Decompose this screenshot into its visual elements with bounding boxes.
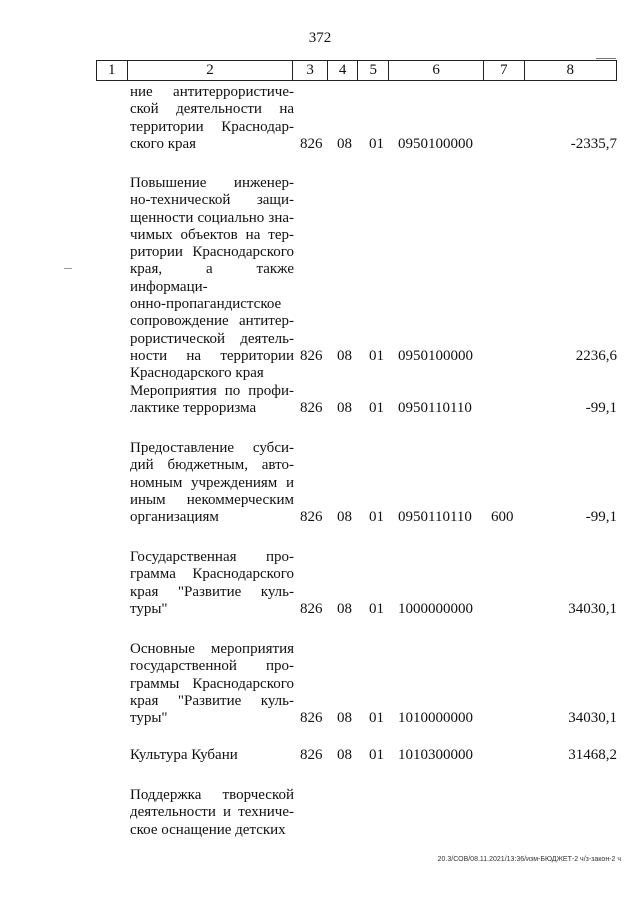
column-header-8: 8	[524, 61, 616, 81]
description-line: номным учреждениям и	[130, 474, 294, 491]
cell-c8: -99,1	[585, 400, 617, 417]
description-line: грамма Краснодарского	[130, 566, 294, 583]
row-description	[130, 549, 294, 618]
cell-c3: 826	[300, 509, 323, 526]
cell-c8: -99,1	[585, 509, 617, 526]
cell-c5: 01	[369, 509, 384, 526]
description-line: края "Развитие куль-	[130, 692, 294, 709]
cell-c6: 0950100000	[398, 348, 473, 364]
footer-stamp: 20.3/СОВ/08.11.2021/13:36/изм-БЮДЖЕТ-2 ч/з-закон-2 ч	[437, 856, 621, 863]
description-line: Повышение инженер-	[130, 175, 294, 191]
description-line: иным некоммерческим	[130, 491, 294, 508]
cell-c8: -2335,7	[570, 135, 617, 152]
column-header-row	[96, 60, 617, 81]
description-line: туры"	[130, 710, 168, 727]
description-line: Предоставление субси-	[130, 440, 294, 456]
description-line: Государственная про-	[130, 549, 294, 565]
cell-c6: 0950110110	[398, 509, 472, 526]
row-description	[130, 440, 294, 526]
description-line: граммы Краснодарского	[130, 675, 294, 692]
cell-c6: 0950110110	[398, 400, 472, 417]
description-line: туры"	[130, 600, 168, 617]
description-line: деятельности и техниче-	[130, 804, 294, 821]
row-description	[130, 641, 294, 727]
description-line: рористической деятель-	[130, 330, 294, 347]
cell-c4: 08	[337, 747, 352, 763]
description-line: ние антитеррористиче-	[130, 84, 294, 100]
row-description	[130, 747, 294, 764]
cell-c3: 826	[300, 400, 323, 417]
description-line: Мероприятия по профи-	[130, 383, 294, 399]
page-number: 372	[308, 30, 332, 46]
cell-c6: 1010000000	[398, 710, 473, 727]
description-line: чимых объектов на тер-	[130, 226, 294, 243]
description-line: Основные мероприятия	[130, 641, 294, 657]
cell-c5: 01	[369, 135, 384, 152]
cell-c4: 08	[337, 600, 352, 617]
description-line: ского края	[130, 135, 197, 152]
description-line: организациям	[130, 509, 219, 526]
cell-c6: 1000000000	[398, 600, 473, 617]
cell-c3: 826	[300, 600, 323, 617]
description-line: ское оснащение детских	[130, 821, 286, 838]
column-header-4: 4	[327, 61, 358, 81]
column-header-6: 6	[388, 61, 483, 81]
column-header-5: 5	[358, 61, 389, 81]
description-line: лактике терроризма	[130, 400, 257, 417]
cell-c4: 08	[337, 400, 352, 417]
description-line: онно-пропагандистское	[130, 296, 282, 313]
cell-c8: 2236,6	[575, 348, 617, 364]
cell-c5: 01	[369, 747, 384, 763]
cell-c4: 08	[337, 509, 352, 526]
description-line: дий бюджетным, авто-	[130, 457, 294, 474]
row-description	[130, 175, 294, 383]
description-line: края, а также информаци-	[130, 261, 294, 295]
column-header-1: 1	[97, 61, 128, 81]
row-description	[130, 787, 294, 839]
description-line: государственной про-	[130, 658, 294, 675]
cell-c8: 34030,1	[568, 600, 617, 617]
cell-c8: 34030,1	[568, 710, 617, 727]
description-line: щенности социально зна-	[130, 209, 294, 226]
description-line: ритории Краснодарского	[130, 244, 294, 261]
description-line: края "Развитие куль-	[130, 583, 294, 600]
cell-c5: 01	[369, 400, 384, 417]
cell-c5: 01	[369, 600, 384, 617]
column-header-7: 7	[484, 61, 524, 81]
cell-c4: 08	[337, 710, 352, 727]
cell-c6: 1010300000	[398, 747, 473, 763]
stray-mark	[596, 58, 616, 59]
margin-mark	[64, 268, 72, 269]
cell-c3: 826	[300, 135, 323, 152]
cell-c3: 826	[300, 747, 323, 763]
row-description	[130, 383, 294, 418]
column-header-2: 2	[127, 61, 293, 81]
cell-c5: 01	[369, 348, 384, 364]
description-line: Поддержка творческой	[130, 787, 294, 803]
row-description	[130, 84, 294, 153]
description-line: но-технической защи-	[130, 192, 294, 209]
description-line: ской деятельности на	[130, 101, 294, 118]
cell-c4: 08	[337, 135, 352, 152]
cell-c4: 08	[337, 348, 352, 364]
cell-c8: 31468,2	[568, 747, 617, 763]
description-line: Краснодарского края	[130, 365, 264, 382]
cell-c3: 826	[300, 348, 323, 364]
cell-c7: 600	[491, 509, 514, 526]
description-line: Культура Кубани	[130, 747, 238, 763]
cell-c6: 0950100000	[398, 135, 473, 152]
cell-c5: 01	[369, 710, 384, 727]
description-line: ности на территории	[130, 347, 294, 364]
column-header-3: 3	[293, 61, 327, 81]
cell-c3: 826	[300, 710, 323, 727]
description-line: территории Краснодар-	[130, 118, 294, 135]
description-line: сопровождение антитер-	[130, 313, 294, 330]
